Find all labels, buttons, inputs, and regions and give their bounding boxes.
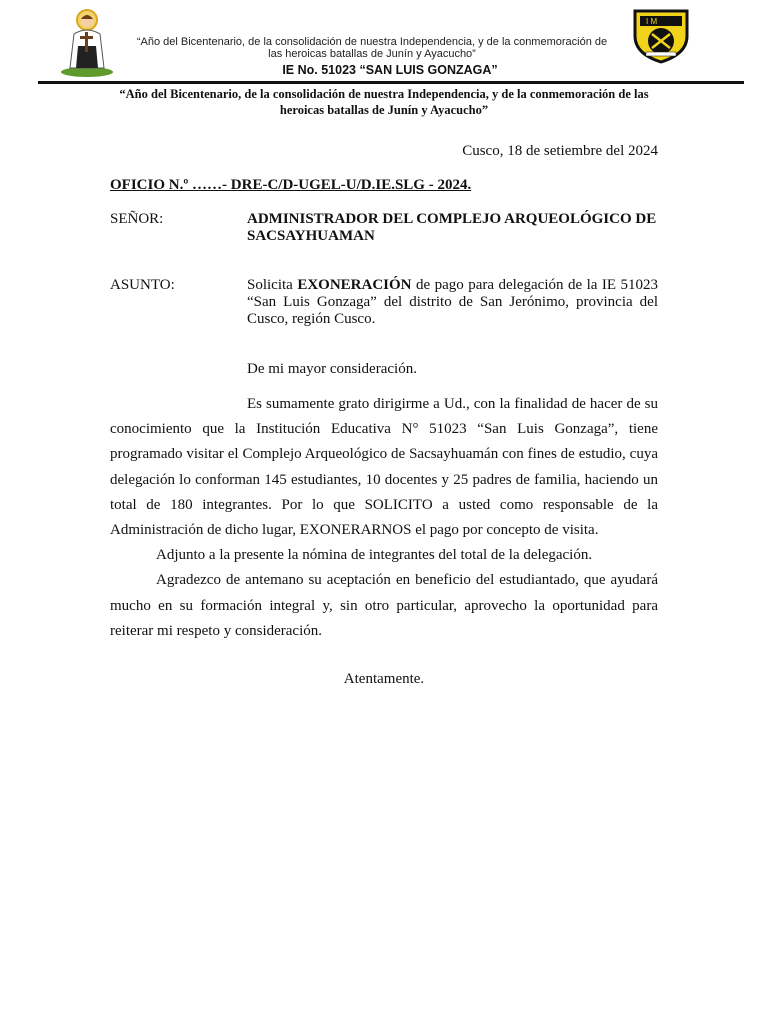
greeting: De mi mayor consideración. bbox=[247, 361, 417, 377]
closing: Atentamente. bbox=[343, 671, 425, 687]
header-divider bbox=[38, 81, 744, 84]
letterhead-motto: “Año del Bicentenario, de la consolidación de nuestra Independencia, y de la conmemoración de las heroicas batallas de Junín y Ayacucho” bbox=[136, 36, 608, 60]
letter-body bbox=[110, 392, 658, 644]
document-motto: “Año del Bicentenario, de la consolidación de nuestra Independencia, y de la conmemoración de las heroicas batallas de Junín y Ayacucho” bbox=[119, 87, 649, 117]
body-paragraph-3: Agradezco de antemano su aceptación en beneficio del estudiantado, que ayudará mucho en su formación integral y, sin otro particular, aprovecho la oportunidad para reiterar mi respeto y consideración. bbox=[110, 572, 658, 639]
letter-date: Cusco, 18 de setiembre del 2024 bbox=[462, 143, 658, 159]
body-paragraph-2: Adjunto a la presente la nómina de integrantes del total de la delegación. bbox=[156, 547, 593, 564]
addressee-label: SEÑOR: bbox=[110, 211, 164, 227]
subject-rest: de pago para delegación de la IE 51023 “San Luis Gonzaga” del distrito de San Jerónimo, provincia del Cusco, región Cusco. bbox=[247, 277, 659, 327]
subject-value bbox=[247, 277, 658, 328]
addressee-value: ADMINISTRADOR DEL COMPLEJO ARQUEOLÓGICO DE SACSAYHUAMAN bbox=[247, 211, 657, 244]
school-crest-icon bbox=[632, 8, 690, 64]
crest-letters: I M bbox=[646, 17, 658, 26]
subject-keyword: EXONERACIÓN bbox=[297, 277, 412, 293]
saint-figure-logo bbox=[58, 8, 116, 78]
oficio-number: OFICIO N.º ……- DRE-C/D-UGEL-U/D.IE.SLG - 2024. bbox=[110, 177, 472, 193]
subject-label: ASUNTO: bbox=[110, 277, 175, 293]
subject-prefix: Solicita bbox=[247, 277, 298, 293]
letterhead bbox=[0, 0, 768, 90]
letterhead-school-name: IE No. 51023 “SAN LUIS GONZAGA” bbox=[282, 63, 498, 77]
body-paragraph-1: Es sumamente grato dirigirme a Ud., con la finalidad de hacer de su conocimiento que la Institución Educativa N° 51023 “San Luis Gonzaga”, tiene programado visitar el Complejo Arqueológico de Sacsayhuamán con fines de estudio, cuya delegación lo conforman 145 estudiantes, 10 docentes y 25 padres de familia, haciendo un total de 180 integrantes. Por lo que SOLICITO a usted como responsable de la Administración de dicho lugar, EXONERARNOS el pago por concepto de visita. bbox=[110, 396, 658, 539]
